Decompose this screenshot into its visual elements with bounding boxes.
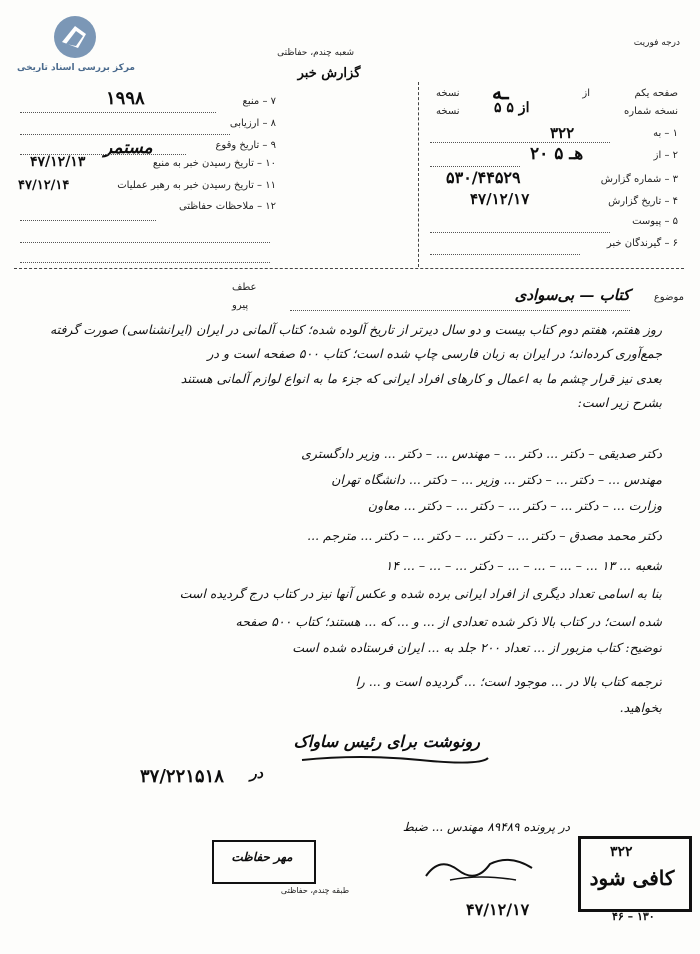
body-line: جمع‌آوری کرده‌اند؛ در ایران به زبان فارسی چاپ شده است؛ کتاب ۵۰۰ صفحه است و در xyxy=(207,346,662,361)
field-label: ۴ – تاریخ گزارش xyxy=(608,196,678,207)
field-value: ۴۷/۱۲/۱۴ xyxy=(18,178,70,193)
signature-text xyxy=(440,852,530,865)
field-value: ۱۹۹۸ xyxy=(106,88,145,109)
body-line: دکتر صدیقی – دکتر ... دکتر ... – مهندس ... – دکتر ... وزیر دادگستری xyxy=(301,446,662,461)
body-line: بشرح زیر است: xyxy=(577,395,662,410)
body-line: توضیح: کتاب مزبور از ... تعداد ۲۰۰ جلد به ... ایران فرستاده شده است xyxy=(292,640,662,655)
watermark-text: مرکز بررسی اسناد تاریخی xyxy=(16,63,136,73)
document-page: مرکز بررسی اسناد تاریخی شعبه چندم، حفاظتی گزارش خبر درجه فوریت ۷ – منبع ۱۹۹۸ ۸ – ارزیابی ۹ – تاریخ وقوع مستمر ۱۰ – تاریخ رسیدن خبر به منبع ۴۷/۱۲/۱۳ ۱۱ – تاریخ رسیدن خبر به رهبر عملیات ۴۷/۱۲/۱۴ ۱۲ – ملاحظات حفاظتی صفحه یکم از ـه نسخه نسخه شماره ۵ از ۵ نسخه ۱ – به ۳۲۲ ۲ – از ۲۰ هـ ۵ ۳ – شماره گزارش ۵۳۰/۴۴۵۲۹ ۴ – تاریخ گزارش ۴۷/۱۲/۱۷ ۵ – پیوست ۶ – گیرندگان خبر عطف پیرو موضوع کتاب — بی‌سوادی روز هفتم، هفتم دوم کتاب بیست و دو سال دیرتر از تاریخ آلوده شده؛ کتاب آلمانی در ایران (ایرانشناسی) صورت گرفته جمع‌آوری کرده‌اند؛ در ایران به زبان فارسی چاپ شده است؛ کتاب ۵۰۰ صفحه است و در بعدی نیز قرار چشم ما به اعمال و کارهای افراد ایرانی که جزء ما به انواع لوازم آلمانی هستند بشرح زیر است: دکتر صدیقی – دکتر ... دکتر ... – مهندس ... – دکتر ... وزیر دادگستری مهندس ... – دکتر ... – دکتر ... وزیر ... – دکتر ... دانشگاه تهران وزارت ... – دکتر ... – دکتر ... – دکتر ... – دکتر ... معاون دکتر محمد مصدق – دکتر ... – دکتر ... – دکتر ... – دکتر ... مترجم ... شعبه ... ۱۳ ... – ... – ... – ... – دکتر ... – ... – ... ۱۴ بنا به اسامی تعداد دیگری از افراد ایرانی برده شده و عکس آنها نیز در کتاب درج گردیده است شده است؛ در کتاب بالا ذکر شده تعدادی از ... و ... که ... هستند؛ کتاب ۵۰۰ صفحه توضیح: کتاب مزبور از ... تعداد ۲۰۰ جلد به ... ایران فرستاده شده است ترجمه کتاب بالا در ... موجود است؛ ... گردیده است و ... را بخواهید. رونوشت برای رئیس ساواک ۳۷/۲۲۱۵۱۸ در در پرونده ۸۹۴۸۹ مهندس ... ضبط مهر حفاظت طبقه چندم، حفاظتی ۴۷/۱۲/۱۷ ۳۲۲ کافی شود ۴۶ – ۱۳۰ xyxy=(0,0,700,954)
seal-caption: طبقه چندم، حفاظتی xyxy=(280,886,350,895)
body-line: بخواهید. xyxy=(619,700,662,715)
field-label: ۲ – از xyxy=(653,150,678,161)
attached-label: عطف xyxy=(232,282,257,293)
reference-number: ۳۷/۲۲۱۵۱۸ xyxy=(140,766,224,787)
file-note: در پرونده ۸۹۴۸۹ مهندس ... ضبط xyxy=(402,820,570,834)
field-value: ۵۳۰/۴۴۵۲۹ xyxy=(446,168,521,187)
field-label: ۱۲ – ملاحظات حفاظتی xyxy=(178,201,276,212)
field-label: صفحه یکم xyxy=(634,88,678,99)
field-value: ۴۷/۱۲/۱۷ xyxy=(470,190,530,208)
underline-stroke-icon xyxy=(300,752,490,766)
reference-prefix: در xyxy=(250,766,263,782)
archive-logo-icon xyxy=(52,14,98,60)
field-label: ۹ – تاریخ وقوع xyxy=(215,140,276,151)
field-value: مستمر xyxy=(104,138,153,158)
body-line: بنا به اسامی تعداد دیگری از افراد ایرانی برده شده و عکس آنها نیز در کتاب درج گردیده است xyxy=(179,586,662,601)
field-value: ۲۰ هـ ۵ xyxy=(530,144,584,164)
field-label: ۱۱ – تاریخ رسیدن خبر به رهبر عملیات xyxy=(117,180,276,191)
field-value: از xyxy=(582,88,590,99)
footer-date: ۴۷/۱۲/۱۷ xyxy=(466,900,530,919)
body-line: بعدی نیز قرار چشم ما به اعمال و کارهای افراد ایرانی که جزء ما به انواع لوازم آلمانی هستند xyxy=(180,371,662,386)
field-label: ۸ – ارزیابی xyxy=(229,118,276,129)
body-line: شده است؛ در کتاب بالا ذکر شده تعدادی از ... و ... که ... هستند؛ کتاب ۵۰۰ صفحه xyxy=(235,614,662,629)
field-label: ۵ – پیوست xyxy=(632,216,678,227)
field-label: نسخه شماره xyxy=(624,106,678,117)
body-line: شعبه ... ۱۳ ... – ... – ... – ... – دکتر ... – ... – ... ۱۴ xyxy=(385,558,662,573)
body-line: ترجمه کتاب بالا در ... موجود است؛ ... گردیده است و ... را xyxy=(355,674,662,689)
subject-label: موضوع xyxy=(653,292,684,303)
body-line: وزارت ... – دکتر ... – دکتر ... – دکتر ... – دکتر ... معاون xyxy=(367,498,662,513)
field-label: ۶ – گیرندگان خبر xyxy=(606,238,678,249)
field-label: ۳ – شماره گزارش xyxy=(600,174,678,185)
body-line: دکتر محمد مصدق – دکتر ... – دکتر ... – دکتر ... – دکتر ... مترجم ... xyxy=(307,528,662,543)
field-label: ۱۰ – تاریخ رسیدن خبر به منبع xyxy=(152,158,276,169)
stamp-text: کافی شود xyxy=(589,866,675,890)
followup-label: پیرو xyxy=(232,300,249,311)
field-value: ۴۷/۱۲/۱۳ xyxy=(30,154,86,170)
body-line: مهندس ... – دکتر ... – دکتر ... وزیر ... – دکتر ... دانشگاه تهران xyxy=(331,472,662,487)
field-label: ۱ – به xyxy=(653,128,678,139)
urgency-label: درجه فوریت xyxy=(633,38,680,48)
stamp-reference: ۴۶ – ۱۳۰ xyxy=(612,910,655,923)
field-label: ۷ – منبع xyxy=(242,96,276,107)
field-value: ۳۲۲ xyxy=(550,124,575,142)
body-line: روز هفتم، هفتم دوم کتاب بیست و دو سال دیرتر از تاریخ آلوده شده؛ کتاب آلمانی در ایران (ایرانشناسی) صورت گرفته xyxy=(49,322,662,337)
office-title: شعبه چندم، حفاظتی xyxy=(277,48,354,58)
subject-value: کتاب — بی‌سوادی xyxy=(514,286,630,304)
field-value: ۵ از ۵ xyxy=(494,100,530,116)
stamp-number: ۳۲۲ xyxy=(610,844,633,860)
document-title: گزارش خبر xyxy=(297,66,361,81)
carbon-copy-note: رونوشت برای رئیس ساواک xyxy=(293,732,480,751)
